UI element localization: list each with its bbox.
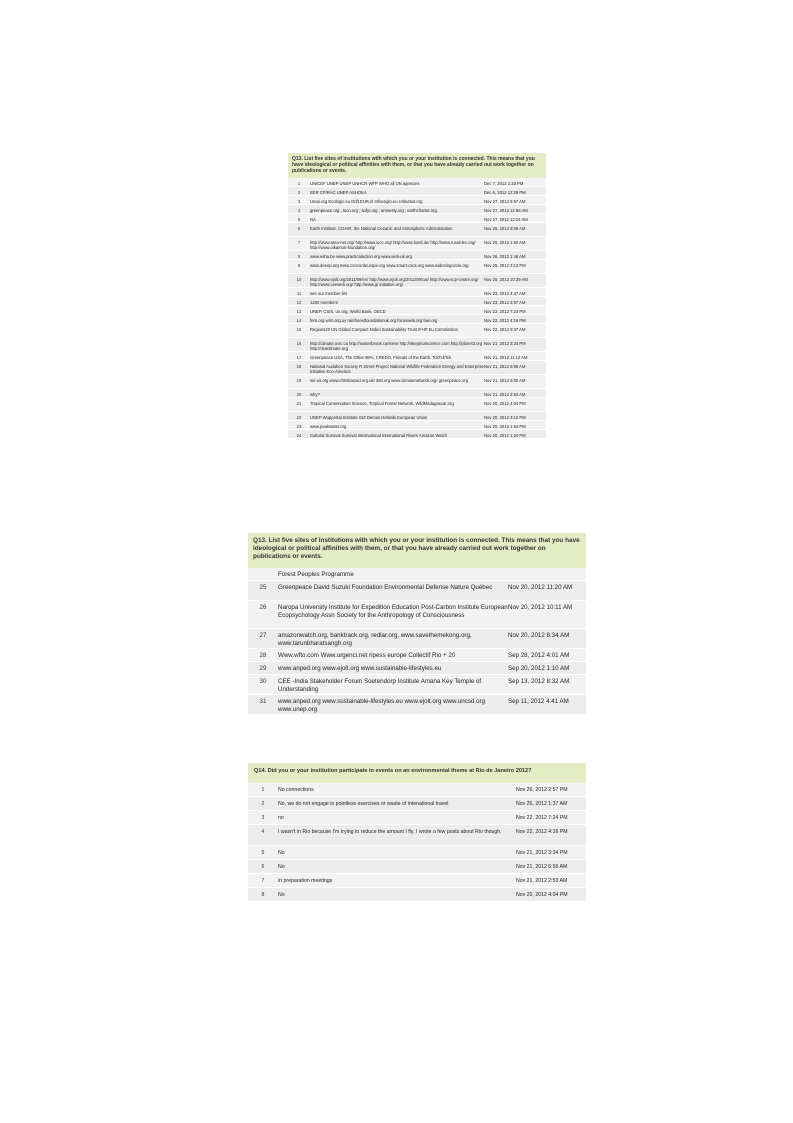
- table-row: [248, 860, 586, 874]
- response-date: Dec 6, 2012 12:29 PM: [484, 189, 526, 195]
- row-number: 1: [297, 180, 301, 186]
- table-row: [248, 797, 586, 811]
- table-row: [288, 375, 546, 389]
- row-number: 14: [296, 317, 302, 323]
- response-date: Nov 25, 2012 3:13 PM: [484, 262, 526, 268]
- response-text: Regions20 UN Global Compact Nobel Sustainability Trust IFHP Eu Commission: [310, 326, 458, 332]
- row-number: 20: [296, 391, 302, 397]
- row-number: 28: [259, 652, 267, 659]
- table-row: [248, 629, 586, 649]
- response-date: Nov 21, 2012 6:56 AM: [516, 864, 568, 870]
- table-row: [288, 430, 546, 439]
- table-row: [288, 338, 546, 352]
- response-text: 1200 members: [310, 299, 338, 305]
- table-row: [248, 846, 586, 860]
- response-text: No: [278, 864, 285, 870]
- row-number: 22: [296, 414, 302, 420]
- row-number: 24: [296, 432, 302, 438]
- table-row: [288, 205, 546, 214]
- response-date: Nov 22, 2012 4:16 PM: [516, 829, 568, 835]
- q13-panel-part1: [288, 153, 546, 439]
- response-text: Forest Peoples Programme: [278, 571, 354, 578]
- row-number: 7: [261, 878, 265, 884]
- response-date: Nov 20, 2012 3:12 PM: [484, 414, 526, 420]
- row-number: 23: [296, 423, 302, 429]
- table-row: [288, 178, 546, 187]
- response-text: I wasn't in Rio because I'm trying to reduce the amount I fly. I wrote a few posts about Rio though.: [278, 829, 502, 835]
- row-number: 31: [259, 698, 267, 705]
- table-row: [248, 811, 586, 825]
- response-text: Naropa University Institute for Expedition Education Post-Carbon Institute European Ecopsychology Assn Society for the Anthropology of Consciousness: [278, 604, 508, 619]
- table-row: [248, 874, 586, 888]
- response-text: www.esha.be www.practicalaction.org www.web-uk.org: [310, 253, 412, 259]
- response-text: BSR CP/RAC UNEP ASHOKA: [310, 189, 367, 195]
- response-text: No: [278, 850, 285, 856]
- response-text: No, we do not engage in pointless exercises or waste of intenational travel: [278, 801, 449, 807]
- row-number: 19: [296, 377, 302, 383]
- response-text: see our member list: [310, 290, 347, 296]
- response-date: Nov 27, 2012 12:24 AM: [484, 216, 528, 222]
- row-number: 27: [259, 632, 267, 639]
- response-text: http://www.area-net.org/ http://www.iucc.org/ http://www.boell.de/ http://www.ruralelec.org/ http://www.oikamos-foundation.org/: [310, 239, 476, 250]
- row-number: 13: [296, 308, 302, 314]
- response-date: Nov 20, 2012 8:34 AM: [508, 632, 570, 639]
- row-number: 4: [261, 829, 265, 835]
- response-text: UNEP Wuppertal Institute GIZ Demos Helsinki European Union: [310, 414, 428, 420]
- row-number: 9: [297, 262, 301, 268]
- response-text: fern.org wrm.org.uy rainforestfoundationuk.org focusweb.org faei.org: [310, 317, 438, 323]
- row-number: 3: [261, 815, 265, 821]
- response-date: Nov 27, 2012 12:56 AM: [484, 207, 528, 213]
- table-row: [288, 398, 546, 412]
- response-date: Nov 25, 2012 10:29 AM: [484, 276, 528, 282]
- response-date: Nov 21, 2012 6:56 AM: [484, 363, 526, 369]
- row-number: 12: [296, 299, 302, 305]
- response-text: http://www.ejolt.org/2011/09/en/ http://www.ejolt.org/2011/09/cat/ http://www.scp-centre.org/ http://www.ceeweb.org/ http://www.gi-initiative.org/: [310, 276, 479, 287]
- table-row: [248, 649, 586, 662]
- table-row: [288, 421, 546, 430]
- response-date: Nov 22, 2012 9:37 AM: [484, 326, 526, 332]
- response-text: www.deeep.org www.concordeurope.org www.smart-cscs.org www.wideningcircle.org: [310, 262, 469, 268]
- row-number: 4: [297, 207, 301, 213]
- answer-list: [248, 783, 586, 902]
- table-row: [288, 274, 546, 288]
- table-row: [288, 297, 546, 306]
- table-row: [288, 196, 546, 205]
- response-date: Nov 21, 2012 2:53 AM: [484, 391, 526, 397]
- row-number: 1: [261, 787, 265, 793]
- row-number: 3: [297, 198, 301, 204]
- table-row: [288, 361, 546, 375]
- table-row: [248, 783, 586, 797]
- response-text: National Audubon Society R Street Project National Wildlife Federation Energy and Enterprise Initiative Eco-America: [310, 363, 484, 374]
- row-number: 6: [297, 225, 301, 231]
- row-number: 5: [261, 850, 265, 856]
- response-date: Nov 20, 2012 4:04 PM: [484, 400, 526, 406]
- response-date: Sep 13, 2012 8:32 AM: [508, 678, 570, 685]
- table-row: [288, 324, 546, 338]
- response-date: Nov 22, 2012 7:24 PM: [484, 308, 526, 314]
- response-date: Sep 20, 2012 1:10 AM: [508, 665, 570, 672]
- response-date: Sep 11, 2012 4:41 AM: [508, 698, 569, 705]
- table-row: [288, 251, 546, 260]
- row-number: 17: [296, 354, 302, 360]
- row-number: 16: [296, 340, 302, 346]
- response-text: why?: [310, 391, 320, 397]
- table-row: [248, 888, 586, 902]
- response-text: amazonwatch.org, banktrack.org, redlar.org, www.savethemekong.org, www.tarunbharatsangh.org: [278, 632, 472, 647]
- table-row: [288, 352, 546, 361]
- table-row: [288, 237, 546, 251]
- response-date: Nov 26, 2012 2:57 PM: [516, 787, 568, 793]
- response-text: UNEP, CSIS, un.org, World Bank, OECD: [310, 308, 386, 314]
- response-date: Dec 7, 2012 2:33 PM: [484, 180, 524, 186]
- table-row: [288, 412, 546, 421]
- row-number: 8: [261, 892, 265, 898]
- row-number: 26: [259, 604, 267, 611]
- response-text: Greenpeace David Suzuki Foundation Environmental Defense Nature Québec: [278, 584, 493, 591]
- response-date: Nov 20, 2012 1:24 PM: [484, 432, 526, 438]
- question-header: Q14. Did you or your institution participate in events on an environmental theme at Rio de Janeiro 2012?: [248, 763, 586, 783]
- response-date: Nov 20, 2012 1:54 PM: [484, 423, 526, 429]
- response-date: Nov 22, 2012 4:16 PM: [484, 317, 526, 323]
- response-date: Nov 20, 2012 4:04 PM: [516, 892, 568, 898]
- table-row: [288, 389, 546, 398]
- table-row: [288, 260, 546, 274]
- response-date: Nov 21, 2012 6:00 AM: [484, 377, 526, 383]
- question-header: Q13. List five sites of institutions with which you or your institution is connected. This means that you have ideological or political affinities with them, or that you have already carried out work together on publications or events.: [288, 153, 546, 178]
- table-row: [288, 288, 546, 297]
- table-row: [288, 214, 546, 223]
- response-text: CEE -India Stakeholder Forum Soetendorp Institute Amana Key Temple of Understanding: [278, 678, 482, 693]
- row-number: 11: [296, 290, 302, 296]
- response-date: Nov 21, 2012 2:53 AM: [516, 878, 568, 884]
- response-text: Earth Institute, CGIAR, the National Oceanic and Atmospheric Administration: [310, 225, 453, 231]
- answer-list: [288, 178, 546, 439]
- row-number: 30: [259, 678, 267, 685]
- response-text: http://climate.uvic.ca http://easterbrook.ca/steve http://skepticalscience.com http://planet3.org http://realclimate.org: [310, 340, 483, 351]
- row-number: 2: [261, 801, 265, 807]
- response-text: in preparation meetings: [278, 878, 333, 884]
- answer-list: [248, 568, 586, 715]
- q14-panel: [248, 763, 586, 902]
- row-number: 8: [297, 253, 301, 259]
- response-date: Nov 23, 2012 4:47 AM: [484, 290, 526, 296]
- response-text: Www.wfto.com Www.urgenci.net ripess europe Collectif Rio + 20: [278, 652, 456, 659]
- response-date: Nov 20, 2012 11:20 AM: [508, 584, 573, 591]
- question-header: Q13. List five sites of institutions with which you or your institution is connected. This means that you have ideological or political affinities with them, or that you have already carried out work together on publications or events.: [248, 533, 586, 568]
- response-date: Nov 26, 2012 8:09 AM: [484, 225, 526, 231]
- row-number: 21: [296, 400, 302, 406]
- table-row: [288, 315, 546, 324]
- row-number: 7: [297, 239, 301, 245]
- response-text: sei-us.org www.christianaid.org.uk/ 350.org www.climatenetwork.org/ greenpeace.org: [310, 377, 469, 383]
- response-text: Cultural Survival Survival International International Rivers Amazon Watch: [310, 432, 448, 438]
- response-date: Nov 26, 2012 1:46 AM: [484, 253, 526, 259]
- response-date: Nov 26, 2012 1:37 AM: [516, 801, 568, 807]
- response-date: Nov 26, 2012 1:50 AM: [484, 239, 526, 245]
- row-number: 29: [259, 665, 267, 672]
- table-row: [248, 568, 586, 581]
- row-number: 25: [259, 584, 267, 591]
- response-text: www.anped.org www.ejolt.org www.sustainable-lifestyles.eu: [278, 665, 442, 672]
- table-row: [288, 306, 546, 315]
- response-text: no: [278, 815, 284, 821]
- response-date: Sep 28, 2012 4:01 AM: [508, 652, 570, 659]
- q13-panel-part2: [248, 533, 586, 715]
- response-text: Unep.org Ecologic.eu Drift.EUR.nl Infoenglo.eu Unkutitut.org: [310, 198, 423, 204]
- response-date: Nov 23, 2012 2:07 AM: [484, 299, 526, 305]
- table-row: [248, 675, 586, 695]
- table-row: [248, 662, 586, 675]
- row-number: 6: [261, 864, 265, 870]
- response-text: Greenpeace USA, The Other 98%, CREDO, Friends of the Earth, TckTckTck: [310, 354, 452, 360]
- table-row: [248, 825, 586, 846]
- response-date: Nov 21, 2012 3:34 PM: [516, 850, 568, 856]
- row-number: 2: [297, 189, 301, 195]
- response-text: NA: [310, 216, 316, 222]
- row-number: 15: [296, 326, 302, 332]
- table-row: [248, 695, 586, 715]
- response-text: www.peakwater.org: [310, 423, 347, 429]
- response-date: Nov 22, 2012 7:24 PM: [516, 815, 568, 821]
- row-number: 10: [296, 276, 302, 282]
- response-text: No: [278, 892, 285, 898]
- response-text: UNICEF UNEP UNEP UNHCR WFP WHO all UN agencies: [310, 180, 420, 186]
- response-text: Tropical Conservation Science, Tropical Forest Network, WildMadagascar.org: [310, 400, 454, 406]
- row-number: 5: [297, 216, 301, 222]
- response-date: Nov 21, 2012 11:12 AM: [484, 354, 528, 360]
- response-date: Nov 27, 2012 6:57 AM: [484, 198, 526, 204]
- table-row: [288, 223, 546, 237]
- table-row: [248, 581, 586, 601]
- table-row: [288, 187, 546, 196]
- response-date: Nov 21, 2012 3:34 PM: [484, 340, 526, 346]
- row-number: 18: [296, 363, 302, 369]
- response-date: Nov 20, 2012 10:11 AM: [508, 604, 573, 611]
- table-row: [248, 601, 586, 629]
- response-text: greenpeace.org ; tucn.org ; sofyr.org ; amnesty.org ; earthcharter.org: [310, 207, 437, 213]
- response-text: No connections: [278, 787, 314, 793]
- response-text: www.anped.org www.sustainable-lifestyles.eu www.ejolt.org www.uncsd.org www.unep.org: [278, 698, 486, 713]
